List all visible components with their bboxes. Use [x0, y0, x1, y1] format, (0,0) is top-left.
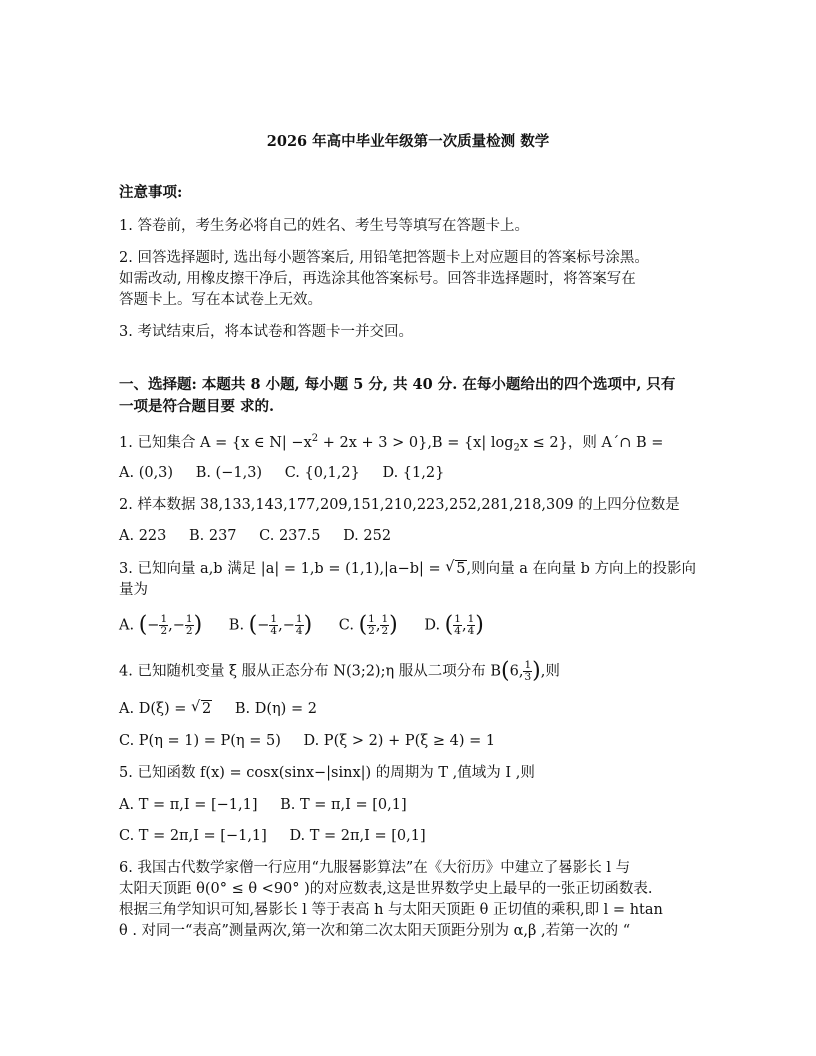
q1-exponent: 2	[311, 433, 319, 444]
q5-option-c[interactable]: C. T = 2π,I = [−1,1]	[119, 828, 267, 844]
q5-options-row1	[119, 795, 425, 815]
question-6-line1: 6. 我国古代数学家僧一行应用“九服晷影算法”在《大衍历》中建立了晷影长 l 与	[119, 860, 631, 876]
q4-option-d[interactable]: D. P(ξ > 2) + P(ξ ≥ 4) = 1	[303, 733, 496, 749]
denominator: 4	[270, 625, 278, 637]
question-1	[119, 429, 663, 459]
denominator: 4	[454, 625, 461, 637]
question-2: 2. 样本数据 38,133,143,177,209,151,210,223,252,281,218,309 的上四分位数是	[119, 497, 680, 513]
q3-sqrt	[445, 559, 466, 579]
q3-option-a[interactable]: A. (− $\frac{1}{2}$ ,− $\frac{1}{2}$ )	[119, 612, 203, 638]
q3-options	[119, 614, 506, 642]
numerator: 1	[454, 613, 461, 625]
fraction	[159, 614, 168, 637]
q3-option-c[interactable]: C. ( $\frac{1}{2}$ , $\frac{1}{2}$ )	[338, 612, 398, 638]
note-item-3: 3. 考试结束后，将本试卷和答题卡一并交回。	[119, 324, 413, 340]
note-item-2-cont2: 答题卡上。写在本试卷上无效。	[119, 292, 322, 308]
fraction	[367, 614, 376, 637]
question-6-line3: 根据三角学知识可知,晷影长 l 等于表高 h 与太阳天顶距 θ 正切值的乘积,即 l = htan	[119, 902, 663, 918]
q4-binomial-n: 6,	[509, 663, 524, 680]
denominator: 2	[368, 625, 375, 637]
q1-text-post: + 2x + 3 > 0},B = {x| log	[318, 434, 514, 451]
q3-text-line2: 量为	[119, 582, 148, 598]
exam-title: 2026 年高中毕业年级第一次质量检测 数学	[266, 133, 550, 150]
q3-option-b[interactable]: B. (− $\frac{1}{4}$ ,− $\frac{1}{4}$ )	[228, 612, 313, 638]
numerator: 1	[524, 659, 532, 671]
q1-option-b[interactable]: B. (−1,3)	[195, 465, 263, 481]
question-6-line2: 太阳天顶距 θ(0° ≤ θ <90° )的对应数表,这是世界数学史上最早的一张正切函数表.	[119, 881, 653, 897]
q4-option-a-text: A. D(ξ) =	[119, 701, 191, 717]
numerator: 1	[270, 613, 278, 625]
section-heading-line1: 一、选择题: 本题共 8 小题, 每小题 5 分, 共 40 分. 在每小题给出的四个选项中, 只有	[119, 376, 676, 393]
q1-options	[119, 463, 462, 483]
q4-text-post: ,则	[540, 663, 560, 680]
sign: −	[257, 617, 270, 634]
question-6-line4: θ . 对同一“表高”测量两次,第一次和第二次太阳天顶距分别为 α,β ,若第一次的 “	[119, 923, 631, 939]
q1-option-c[interactable]: C. {0,1,2}	[284, 465, 360, 481]
numerator: 1	[467, 613, 475, 625]
notes-heading: 注意事项:	[119, 184, 183, 201]
fraction	[295, 614, 304, 637]
fraction	[269, 614, 278, 637]
numerator: 1	[185, 613, 193, 625]
sign: −	[282, 617, 295, 634]
note-item-1: 1. 答卷前，考生务必将自己的姓名、考生号等填写在答题卡上。	[119, 218, 529, 234]
q1-option-a[interactable]: A. (0,3)	[119, 465, 174, 481]
q4-options-row2	[119, 731, 513, 751]
q5-option-b[interactable]: B. T = π,I = [0,1]	[280, 797, 407, 813]
fraction	[467, 614, 476, 637]
q1-option-d[interactable]: D. {1,2}	[382, 465, 445, 481]
sign: −	[172, 617, 185, 634]
q3-option-d-label: D.	[424, 617, 441, 634]
q1-text-tail: x ≤ 2}，则 A´∩ B =	[519, 434, 664, 451]
q4-options-row1	[119, 699, 335, 719]
question-4: 4. 已知随机变量 ξ 服从正态分布 N(3;2);η 服从二项分布 B(6, $\frac{1}{3}$ ),则	[119, 658, 560, 684]
numerator: 1	[160, 613, 168, 625]
q1-log-base: 2	[513, 442, 520, 454]
q3-option-b-label: B.	[228, 617, 245, 634]
fraction	[453, 614, 462, 637]
q2-option-a[interactable]: A. 223	[119, 528, 167, 544]
section-heading-line2: 一项是符合题目要 求的.	[119, 398, 275, 415]
denominator: 4	[467, 625, 475, 637]
numerator: 1	[295, 613, 303, 625]
q4-binomial-p	[523, 660, 532, 683]
q4-option-b[interactable]: B. D(η) = 2	[234, 701, 317, 717]
numerator: 1	[381, 613, 389, 625]
q2-option-c[interactable]: C. 237.5	[259, 528, 321, 544]
fraction	[185, 614, 194, 637]
question-3	[119, 559, 696, 579]
q3-option-c-label: C.	[338, 617, 354, 634]
note-item-2-cont: 如需改动, 用橡皮擦干净后，再选涂其他答案标号。回答非选择题时，将答案写在	[119, 271, 636, 287]
q5-option-d[interactable]: D. T = 2π,I = [0,1]	[289, 828, 426, 844]
q4-text-pre: 4. 已知随机变量 ξ 服从正态分布 N(3;2);η 服从二项分布 B	[119, 663, 502, 680]
sqrt	[191, 699, 212, 719]
denominator: 4	[295, 625, 303, 637]
denominator: 2	[381, 625, 389, 637]
q3-text-post: ,则向量 a 在向量 b 方向上的投影向	[466, 561, 696, 577]
q3-option-d[interactable]: D. ( $\frac{1}{4}$ , $\frac{1}{4}$ )	[424, 612, 484, 638]
sqrt-value: 2	[201, 701, 212, 717]
q2-option-d[interactable]: D. 252	[343, 528, 392, 544]
q3-text-pre: 3. 已知向量 a,b 满足 |a| = 1,b = (1,1),|a−b| =	[119, 561, 446, 577]
q2-option-b[interactable]: B. 237	[188, 528, 237, 544]
q2-options	[119, 526, 409, 546]
q4-option-a[interactable]	[119, 699, 212, 719]
sign: −	[147, 617, 160, 634]
denominator: 2	[185, 625, 193, 637]
q1-text-pre: 1. 已知集合 A = {x ∈ N| −x	[119, 434, 312, 451]
numerator: 1	[368, 613, 375, 625]
q5-options-row2	[119, 826, 444, 846]
q3-option-a-label: A.	[119, 617, 135, 634]
denominator: 3	[524, 671, 532, 683]
q4-option-c[interactable]: C. P(η = 1) = P(η = 5)	[119, 733, 281, 749]
q5-option-a[interactable]: A. T = π,I = [−1,1]	[119, 797, 258, 813]
note-item-2: 2. 回答选择题时, 选出每小题答案后, 用铅笔把答题卡上对应题目的答案标号涂黑。	[119, 250, 649, 266]
question-5: 5. 已知函数 f(x) = cosx(sinx−|sinx|) 的周期为 T ,值域为 I ,则	[119, 765, 535, 781]
fraction	[380, 614, 389, 637]
denominator: 2	[160, 625, 168, 637]
q3-sqrt-value: 5	[456, 561, 466, 577]
